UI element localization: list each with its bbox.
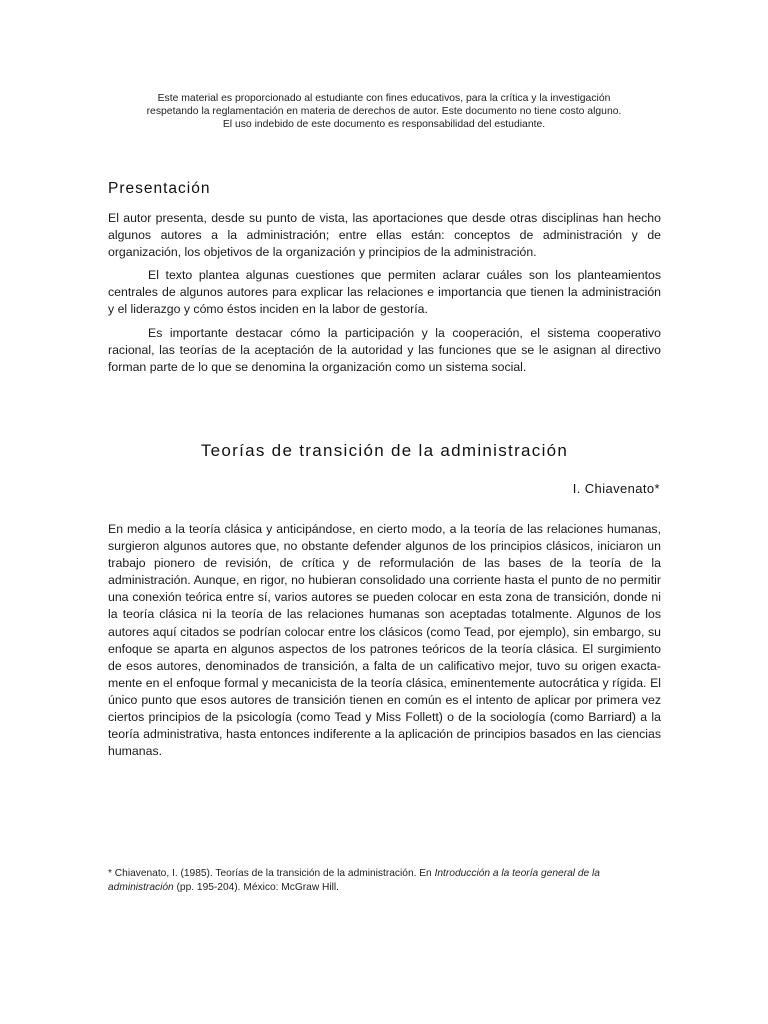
- author-credit: I. Chiavenato*: [572, 481, 660, 496]
- paragraph: Es importante destacar cómo la participación y la cooperación, el sistema cooperativo racional, las teorías de la aceptación de la autoridad y las funciones que se le asignan al directivo forman parte de lo que se denomina la organización como un sistema social.: [108, 325, 661, 374]
- section-body: [108, 521, 661, 766]
- copyright-disclaimer: [100, 92, 668, 131]
- presentacion-body: [108, 210, 661, 382]
- footnote-book-title: Introducción a la teoría general de la administración: [108, 868, 600, 893]
- presentacion-heading: Presentación: [108, 180, 211, 197]
- disclaimer-line: Este material es proporcionado al estudiante con fines educativos, para la crítica y la investigación: [157, 93, 611, 104]
- disclaimer-line: El uso indebido de este documento es responsabilidad del estudiante.: [222, 119, 546, 130]
- paragraph: El texto plantea algunas cuestiones que permiten aclarar cuáles son los planteamientos centrales de algunos autores para explicar las relaciones e importancia que tienen la administración y el liderazgo y cómo éstos inciden en la labor de gestoría.: [108, 268, 661, 317]
- paragraph: El autor presenta, desde su punto de vista, las aportaciones que desde otras disciplinas han hecho algunos autores a la administración; entre ellas están: conceptos de administración y de organización, los objetivos de la organización y principios de la administración.: [108, 211, 661, 260]
- disclaimer-line: respetando la reglamentación en materia de derechos de autor. Este documento no tiene costo alguno.: [146, 106, 622, 117]
- paragraph: En medio a la teoría clásica y anticipándose, en cierto modo, a la teoría de las relaciones humanas, surgieron algunos autores que, no obstante defender algunos de los principios clásicos, iniciaron un trabajo pionero de revisión, de crítica y de reformulación de las bases de la teoría de la administración. Aunque, en rigor, no hubieran consolidado una corriente hasta el punto de no permitir una conexión teórica entre sí, varios autores se pueden colocar en esta zona de transición, donde ni la teoría clásica ni la teoría de las relaciones humanas son aceptadas totalmente. Algunos de los autores aquí citados se podrían colocar entre los clásicos (como Tead, por ejemplo), sin embargo, su enfoque se aparta en algunos aspectos de los patrones teóricos de la teoría clásica. El surgimiento de esos autores, denominados de transición, a falta de un calificativo mejor, tuvo su origen exacta-mente en el enfoque formal y mecanicista de la teoría clásica, eminentemente autocrática y rígida. El único punto que esos autores de transición tienen en común es el intento de aplicar por primera vez ciertos principios de la psicología (como Tead y Miss Follett) o de la sociología (como Barriard) a la teoría administrativa, hasta entonces indiferente a la aplicación de principios basados en las ciencias humanas.: [108, 522, 661, 759]
- section-title: Teorías de transición de la administración: [200, 441, 569, 460]
- footnote-suffix: (pp. 195-204). México: McGraw Hill.: [173, 881, 340, 893]
- footnote: [108, 867, 668, 894]
- footnote-prefix: * Chiavenato, I. (1985). Teorías de la transición de la administración. En: [108, 868, 435, 879]
